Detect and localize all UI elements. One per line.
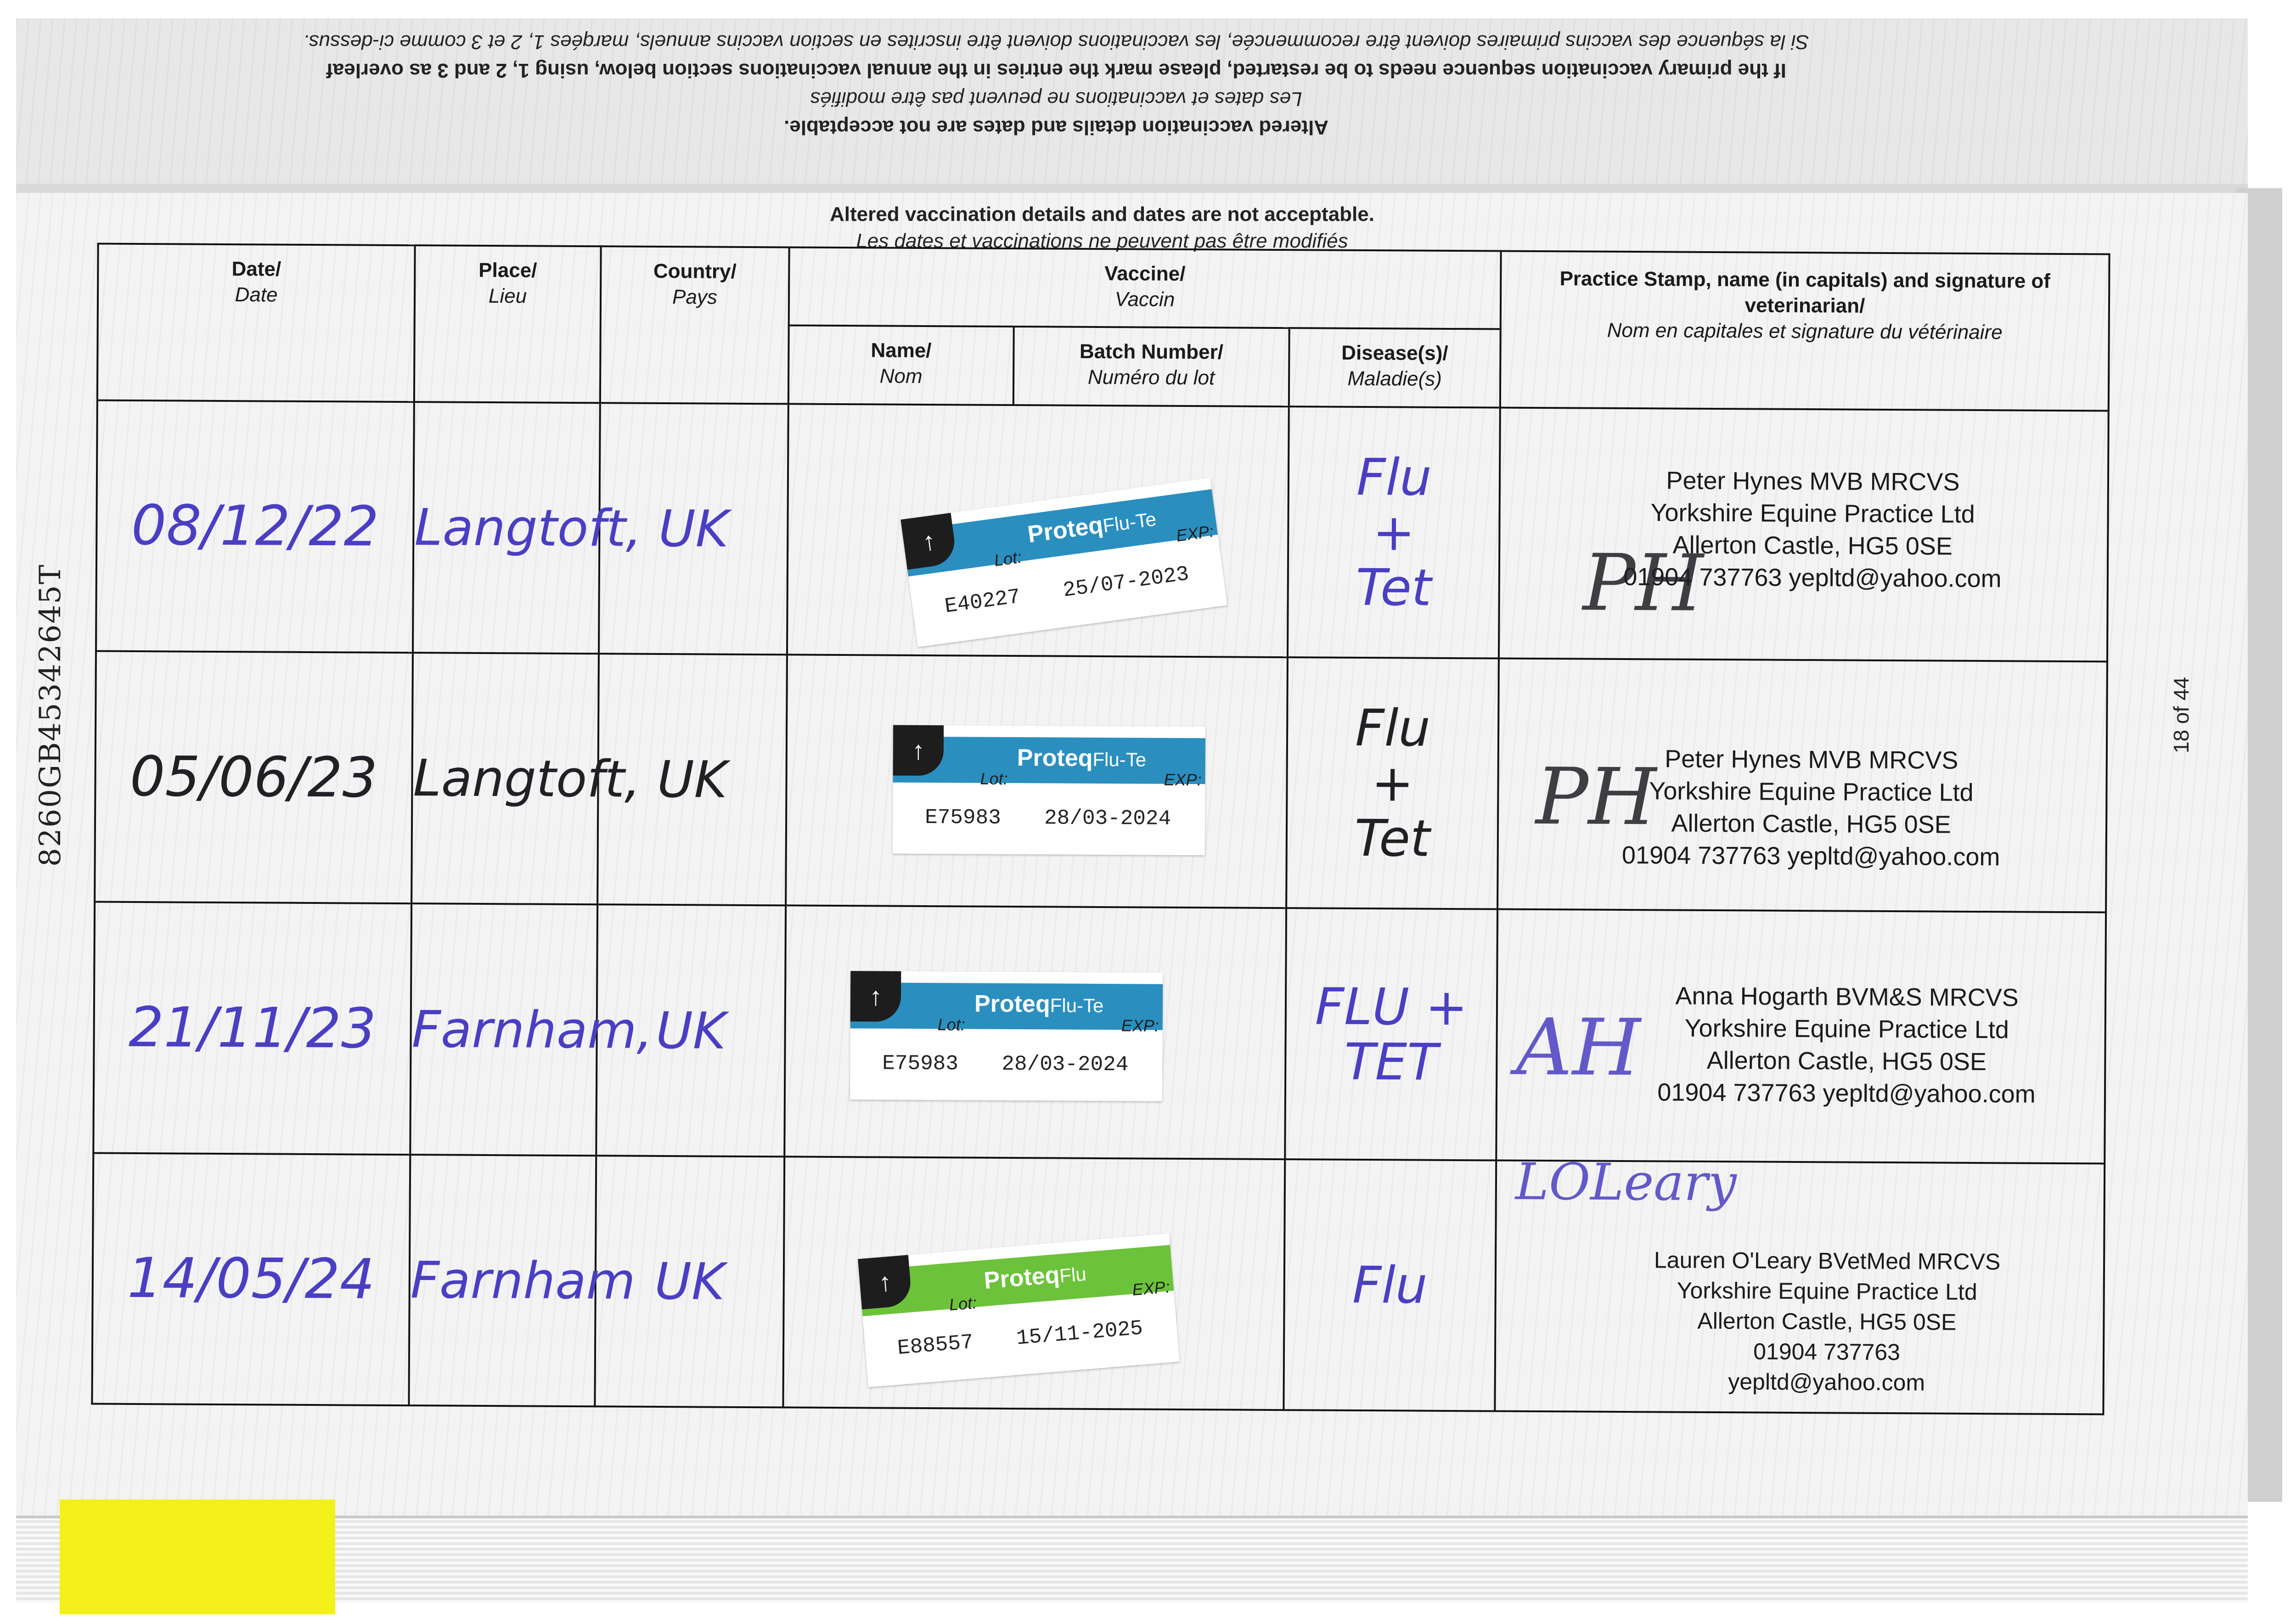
header-batch-fr: Numéro du lot [1087, 366, 1215, 389]
disease-line-1: Flu [1355, 699, 1431, 758]
sticker-exp-label: EXP: [1131, 1277, 1171, 1299]
vaccine-sticker [900, 478, 1227, 647]
stamp-line-4: 01904 737763 [1753, 1338, 1901, 1365]
row-date: 14/05/24 [92, 1153, 410, 1405]
header-place-en: Place/ [478, 259, 537, 282]
row-place-text: Langtoft, [414, 498, 642, 558]
vet-stamp [1551, 1244, 2103, 1398]
header-country-fr: Pays [672, 286, 718, 309]
stamp-line-2: Yorkshire Equine Practice Ltd [1649, 777, 1974, 807]
stamp-line-2: Yorkshire Equine Practice Ltd [1650, 499, 1975, 528]
row-country: UK [595, 1156, 784, 1407]
sticker-batch-number: E75983 [924, 806, 1001, 830]
header-country [600, 246, 789, 404]
stamp-line-1: Lauren O'Leary BVetMed MRCVS [1654, 1246, 2001, 1274]
header-stamp [1500, 251, 2110, 411]
stamp-line-5: yepltd@yahoo.com [1728, 1368, 1925, 1396]
yellow-tab [60, 1500, 335, 1614]
sticker-lot-label: Lot: [993, 547, 1023, 570]
stamp-line-3: Allerton Castle, HG5 0SE [1671, 809, 1951, 839]
table-row [95, 651, 2107, 913]
row-disease [1285, 908, 1497, 1160]
upside-line-3: Les dates et vaccinations ne peuvent pas être modifiés [810, 88, 1302, 110]
sticker-brand-name: Proteq [974, 990, 1050, 1018]
stamp-line-2: Yorkshire Equine Practice Ltd [1684, 1015, 2009, 1044]
sticker-logo-icon: ↑ [893, 725, 944, 776]
disease-line-1: Flu [1352, 1255, 1428, 1315]
row-country: UK [597, 654, 787, 905]
stamp-line-4: 01904 737763 yepltd@yahoo.com [1623, 563, 2002, 593]
sticker-brand-name: Proteq [1017, 744, 1093, 772]
row-place [413, 402, 642, 654]
row-vaccine-label-cell [787, 404, 1289, 657]
row-place-text: Farnham, [411, 999, 653, 1060]
stamp-line-1: Peter Hynes MVB MRCVS [1666, 467, 1960, 496]
row-stamp [1495, 1152, 2105, 1414]
header-name-fr: Nom [879, 365, 923, 388]
row-place-text: Farnham [410, 1250, 636, 1311]
stamp-line-2: Yorkshire Equine Practice Ltd [1677, 1277, 1977, 1305]
sticker-expiry: 28/03-2024 [1002, 1052, 1129, 1077]
upside-line-2: If the primary vaccination sequence needs to be restarted, please mark the entries in the annual vaccinations section below, using 1, 2 and 3 as overleaf [326, 59, 1786, 82]
stamp-line-3: Allerton Castle, HG5 0SE [1697, 1308, 1957, 1335]
row-date: 21/11/23 [93, 902, 411, 1155]
sticker-exp-label: EXP: [1164, 770, 1202, 789]
row-place-text: Langtoft, [413, 749, 641, 809]
sticker-logo-icon: ↑ [900, 513, 957, 570]
stamp-line-1: Anna Hogarth BVM&S MRCVS [1675, 982, 2019, 1012]
upside-line-1: Si la séquence des vaccins primaires doivent être recommencée, les vaccinations doivent être inscrites en section vaccins annuels, marqées 1, 2 et 3 comme ci-dessus. [303, 31, 1809, 53]
header-batch [1013, 327, 1289, 406]
sticker-product: Flu [1058, 1263, 1087, 1287]
sticker-batch-number: E75983 [882, 1051, 959, 1076]
sticker-expiry: 28/03-2024 [1044, 806, 1171, 831]
vet-signature: PH [1535, 751, 1657, 843]
header-place-fr: Lieu [488, 285, 527, 308]
sticker-product: Flu-Te [1092, 748, 1147, 771]
disease-line-1: FLU + [1315, 976, 1468, 1037]
disease-line-1: Flu [1356, 447, 1432, 507]
sticker-lot-label: Lot: [937, 1015, 965, 1034]
row-stamp [1499, 407, 2109, 661]
row-place [409, 1155, 636, 1406]
stamp-line-3: Allerton Castle, HG5 0SE [1706, 1047, 1987, 1076]
sticker-batch-number: E40227 [943, 585, 1022, 619]
vaccine-sticker [850, 971, 1163, 1102]
vet-stamp [1571, 980, 2122, 1111]
sticker-logo-icon: ↑ [850, 971, 901, 1022]
header-date-en: Date/ [231, 258, 281, 281]
stamp-line-4: 01904 737763 yepltd@yahoo.com [1621, 841, 2000, 871]
sticker-brand [1017, 744, 1147, 772]
disease-line-3: Tet [1356, 558, 1432, 617]
notice-en: Altered vaccination details and dates are not acceptable. [830, 203, 1374, 226]
sticker-batch-number: E88557 [896, 1330, 974, 1360]
header-vaccine [789, 247, 1501, 329]
header-vaccine-fr: Vaccin [1114, 288, 1175, 311]
sticker-exp-label: EXP: [1175, 521, 1215, 545]
header-date [97, 244, 415, 402]
header-country-en: Country/ [653, 259, 737, 283]
header-disease-fr: Maladie(s) [1347, 367, 1442, 391]
header-disease [1289, 328, 1501, 408]
row-disease [1286, 657, 1499, 909]
sticker-brand-name: Proteq [983, 1261, 1061, 1294]
sticker-expiry: 25/07-2023 [1061, 562, 1191, 603]
header-name [788, 326, 1014, 405]
header-stamp-fr: Nom en capitales et signature du vétérinaire [1607, 319, 2003, 344]
sticker-expiry: 15/11-2025 [1015, 1316, 1144, 1351]
sticker-logo-icon: ↑ [858, 1255, 912, 1309]
stamp-line-4: 01904 737763 yepltd@yahoo.com [1657, 1078, 2036, 1109]
sticker-brand-name: Proteq [1026, 511, 1105, 548]
header-place [414, 245, 601, 403]
header-vaccine-en: Vaccine/ [1104, 262, 1186, 285]
sticker-lot-label: Lot: [980, 769, 1008, 789]
row-date: 05/06/23 [95, 651, 413, 904]
row-disease [1283, 1159, 1496, 1411]
row-place [410, 904, 653, 1156]
row-date: 08/12/22 [96, 400, 414, 653]
header-date-fr: Date [235, 283, 278, 306]
sticker-exp-label: EXP: [1121, 1016, 1159, 1036]
vaccine-sticker [858, 1233, 1180, 1387]
passport-id: 8260GB45342645T [34, 564, 68, 867]
disease-line-2: + [1372, 503, 1415, 562]
notice-fr: Les dates et vaccinations ne peuvent pas être modifiés [856, 230, 1348, 252]
row-vaccine-label-cell [786, 654, 1288, 908]
row-disease [1288, 406, 1500, 659]
sticker-brand [974, 990, 1104, 1018]
table-row [92, 1153, 2105, 1414]
header-stamp-en: Practice Stamp, name (in capitals) and signature of veterinarian/ [1559, 267, 2051, 317]
stamp-line-1: Peter Hynes MVB MRCVS [1665, 745, 1958, 774]
previous-page-text [230, 28, 1883, 141]
vet-signature: AH [1516, 1002, 1641, 1094]
vet-signature: LOLeary [1515, 1152, 1737, 1212]
row-country: UK [596, 905, 786, 1156]
disease-line-2: + [1371, 754, 1414, 813]
vaccination-table [91, 243, 2110, 1415]
stamp-line-3: Allerton Castle, HG5 0SE [1672, 531, 1953, 560]
row-vaccine-label-cell [783, 1156, 1285, 1410]
vet-signature: PH [1582, 537, 1704, 629]
disease-line-3: Tet [1354, 809, 1430, 868]
table-row [96, 400, 2109, 661]
row-place [411, 653, 641, 904]
row-stamp [1497, 659, 2107, 913]
sticker-lot-label: Lot: [948, 1293, 978, 1314]
row-stamp [1496, 909, 2106, 1163]
header-disease-en: Disease(s)/ [1341, 342, 1448, 365]
sticker-product: Flu-Te [1050, 994, 1104, 1017]
disease-line-3: TET [1344, 1032, 1438, 1092]
upside-line-4: Altered vaccination details and dates are not acceptable. [784, 116, 1328, 139]
vaccine-sticker [893, 725, 1205, 856]
header-batch-en: Batch Number/ [1079, 340, 1224, 364]
page-number: 18 of 44 [2169, 677, 2193, 754]
row-vaccine-label-cell [784, 906, 1286, 1159]
sticker-product: Flu-Te [1101, 508, 1158, 537]
header-name-en: Name/ [871, 339, 932, 362]
table-row [93, 902, 2106, 1163]
row-country: UK [599, 403, 788, 654]
